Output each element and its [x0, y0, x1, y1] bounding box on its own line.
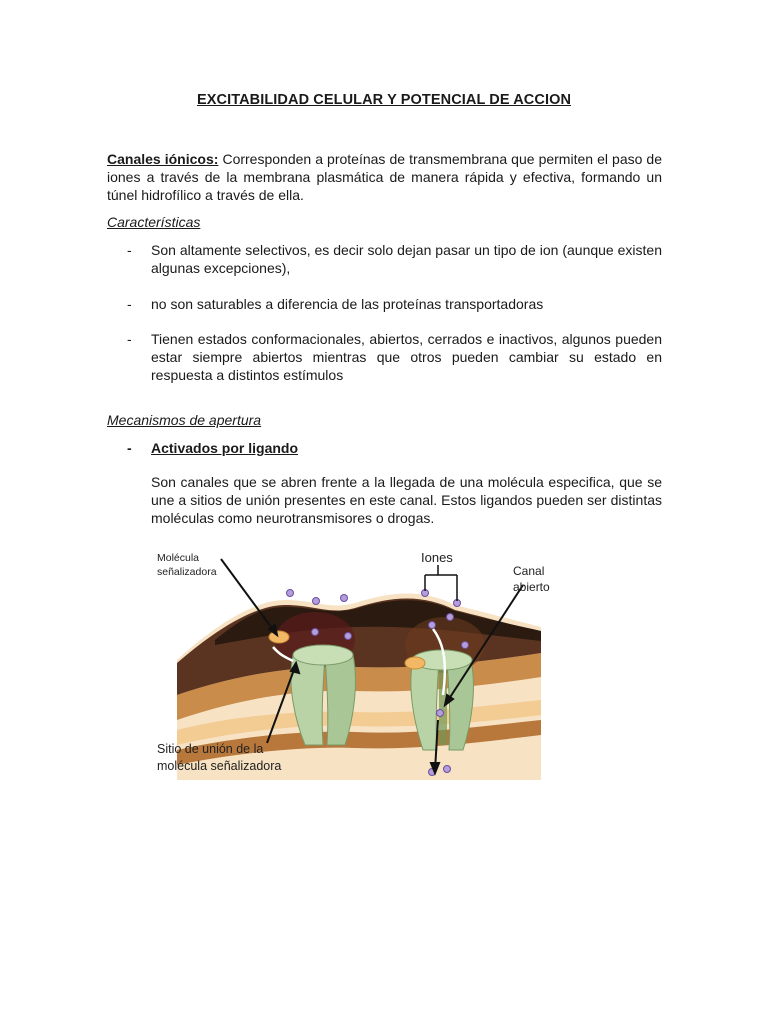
bullet-text: Tienen estados conformacionales, abiertos, cerrados e inactivos, algunos pueden estar siempre abiertos mientras que otros pueden cambiar su estado en respuesta a distintos estímulos [151, 331, 662, 383]
ion-channel-illustration [155, 545, 565, 785]
ligand-paragraph: Son canales que se abren frente a la llegada de una molécula especifica, que se une a sitios de unión presentes en este canal. Estos ligandos pueden ser distintas moléculas como neurotransmisores o drogas. [151, 474, 662, 526]
ligand-molecule [269, 631, 289, 643]
label-site-2: molécula señalizadora [157, 759, 282, 773]
label-molecule-2: señalizadora [157, 566, 217, 578]
label-channel-1: Canal [513, 564, 545, 578]
intro-paragraph [107, 150, 662, 204]
bullet-dash: - [127, 296, 132, 312]
ion-channel-figure [155, 545, 565, 785]
ligand-molecule [405, 657, 425, 669]
intro-text: Corresponden a proteínas de transmembrana que permiten el paso de iones a través de la membrana plasmática de manera rápida y efectiva, formando un túnel hidrofílico a través de ella. [107, 151, 663, 203]
ions-bracket [425, 565, 457, 601]
intro-term: Canales iónicos: [107, 151, 219, 167]
characteristics-heading: Características [107, 214, 201, 230]
label-channel-2: abierto [513, 580, 550, 594]
bullet-dash: - [127, 440, 132, 456]
document-title: EXCITABILIDAD CELULAR Y POTENCIAL DE ACCION [196, 92, 572, 108]
label-molecule-1: Molécula [157, 552, 200, 564]
bullet-dash: - [127, 242, 132, 258]
label-site-1: Sitio de unión de la [157, 742, 264, 756]
bullet-label: Activados por ligando [151, 440, 299, 456]
label-ions: Iones [421, 550, 453, 565]
bullet-dash: - [127, 331, 132, 347]
bullet-text: no son saturables a diferencia de las proteínas transportadoras [151, 296, 544, 312]
bullet-text: Son altamente selectivos, es decir solo dejan pasar un tipo de ion (aunque existen algunas excepciones), [151, 242, 662, 276]
mechanisms-heading: Mecanismos de apertura [107, 412, 262, 428]
